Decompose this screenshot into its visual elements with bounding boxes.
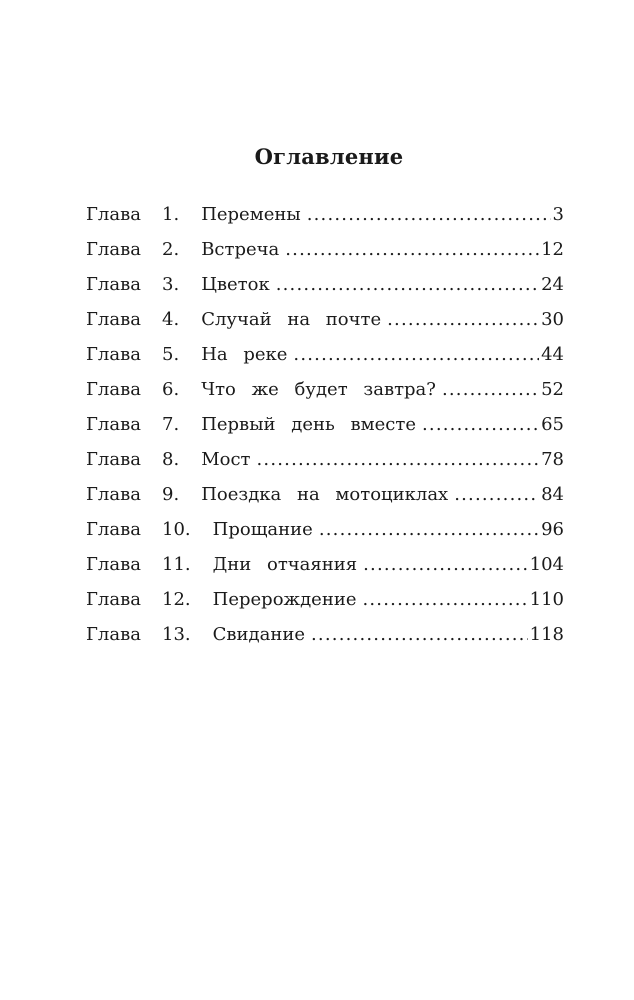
toc-entry — [86, 484, 564, 519]
toc-entry — [86, 344, 564, 379]
chapter-number: 13. — [162, 624, 191, 645]
chapter-label: Глава — [86, 519, 141, 540]
dot-leader — [442, 379, 539, 400]
chapter-title: Цветок — [201, 274, 270, 295]
chapter-number: 10. — [162, 519, 191, 540]
page-number: 104 — [529, 554, 564, 575]
chapter-number: 11. — [162, 554, 191, 575]
chapter-label: Глава — [86, 239, 141, 260]
page-number: 44 — [541, 344, 564, 365]
page-number: 65 — [541, 414, 564, 435]
chapter-title: Мост — [201, 449, 251, 470]
chapter-label: Глава — [86, 589, 141, 610]
chapter-title: Перерождение — [212, 589, 357, 610]
chapter-title: Дни отчаяния — [212, 554, 358, 575]
chapter-title: Первый день вместе — [201, 414, 416, 435]
chapter-title: Свидание — [212, 624, 306, 645]
toc-entry — [86, 379, 564, 414]
chapter-label: Глава — [86, 554, 141, 575]
chapter-label: Глава — [86, 414, 141, 435]
chapter-number: 5. — [162, 344, 180, 365]
chapter-label: Глава — [86, 204, 141, 225]
toc-entry — [86, 589, 564, 624]
chapter-title: На реке — [201, 344, 288, 365]
dot-leader — [387, 309, 539, 330]
chapter-number: 7. — [162, 414, 180, 435]
page-number: 96 — [541, 519, 564, 540]
chapter-label: Глава — [86, 624, 141, 645]
dot-leader — [257, 449, 540, 470]
page-number: 12 — [541, 239, 564, 260]
toc-heading: Оглавление — [254, 144, 404, 169]
chapter-title: Поездка на мотоциклах — [201, 484, 449, 505]
dot-leader — [422, 414, 539, 435]
page-number: 30 — [541, 309, 564, 330]
dot-leader — [363, 554, 528, 575]
toc-entry — [86, 204, 564, 239]
dot-leader — [307, 204, 551, 225]
dot-leader — [454, 484, 539, 505]
chapter-label: Глава — [86, 484, 141, 505]
dot-leader — [285, 239, 539, 260]
dot-leader — [311, 624, 528, 645]
chapter-label: Глава — [86, 309, 141, 330]
chapter-number: 12. — [162, 589, 191, 610]
page-number: 110 — [529, 589, 564, 610]
chapter-label: Глава — [86, 379, 141, 400]
dot-leader — [293, 344, 539, 365]
page-number: 24 — [541, 274, 564, 295]
chapter-title: Случай на почте — [201, 309, 382, 330]
toc-entry — [86, 519, 564, 554]
chapter-number: 9. — [162, 484, 180, 505]
chapter-number: 8. — [162, 449, 180, 470]
chapter-label: Глава — [86, 274, 141, 295]
dot-leader — [319, 519, 539, 540]
chapter-number: 6. — [162, 379, 180, 400]
chapter-title: Встреча — [201, 239, 280, 260]
chapter-title: Перемены — [201, 204, 301, 225]
toc-entry — [86, 449, 564, 484]
chapter-title: Что же будет завтра? — [201, 379, 436, 400]
toc-entry — [86, 309, 564, 344]
toc-entry — [86, 554, 564, 589]
page-number: 3 — [552, 204, 564, 225]
page-number: 84 — [541, 484, 564, 505]
page-number: 52 — [541, 379, 564, 400]
toc-entry — [86, 239, 564, 274]
dot-leader — [276, 274, 539, 295]
page-number: 78 — [541, 449, 564, 470]
toc-entry — [86, 624, 564, 659]
chapter-label: Глава — [86, 449, 141, 470]
page-number: 118 — [529, 624, 564, 645]
chapter-number: 2. — [162, 239, 180, 260]
chapter-label: Глава — [86, 344, 141, 365]
chapter-number: 4. — [162, 309, 180, 330]
chapter-title: Прощание — [212, 519, 313, 540]
toc-list — [86, 204, 564, 659]
toc-entry — [86, 414, 564, 449]
chapter-number: 1. — [162, 204, 180, 225]
chapter-number: 3. — [162, 274, 180, 295]
dot-leader — [362, 589, 527, 610]
toc-entry — [86, 274, 564, 309]
